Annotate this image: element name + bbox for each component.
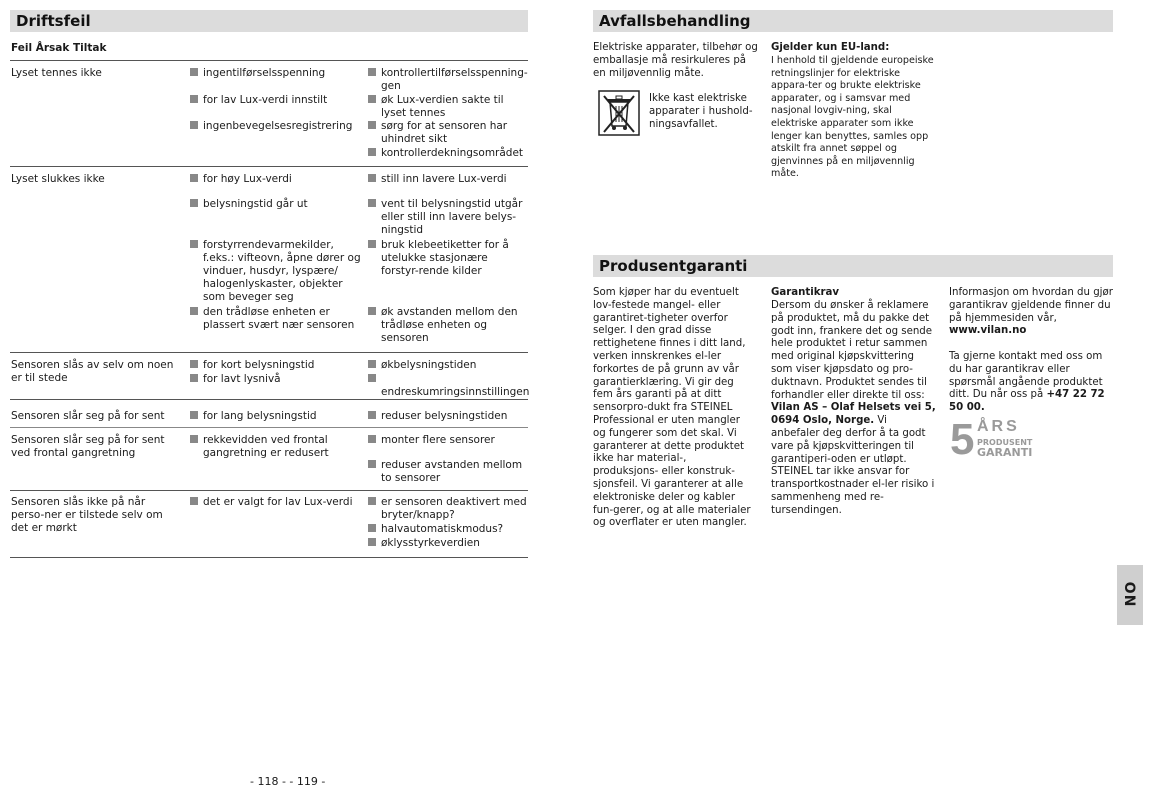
square-bullet-icon (368, 174, 376, 182)
language-tab (1117, 565, 1143, 625)
square-bullet-icon (190, 411, 198, 419)
page-numbers: - 118 - - 119 - (250, 775, 326, 788)
square-bullet-icon (368, 307, 376, 315)
garanti-contact-text: Ta gjerne kontakt med oss om du har garantikrav eller spørsmål angående produktet ditt. Du når oss på +47 22 72 50 00. (949, 351, 1105, 414)
badge-produsent: PRODUSENT (977, 438, 1033, 447)
square-bullet-icon (368, 95, 376, 103)
avfall-eu-text: I henhold til gjeldende europeiske retningslinjer for elektriske appara-ter og brukte elektriske apparater, og i samsvar med nasjonal lovgiv-ning, skal elektriske apparater som ikke lenger kan benyttes, samles opp atskilt fra annet søppel og gjenvinnes på en miljøvennlig måte. (771, 55, 934, 180)
square-bullet-icon (190, 497, 198, 505)
list-item: ingenbevegelsesregistrering (190, 120, 362, 133)
square-bullet-icon (368, 240, 376, 248)
badge-garanti: GARANTI (977, 446, 1033, 459)
square-bullet-icon (190, 240, 198, 248)
square-bullet-icon (368, 435, 376, 443)
list-item: øk Lux-verdien sakte til lyset tennes (368, 94, 528, 120)
list-item: økbelysningstiden (368, 359, 528, 372)
square-bullet-icon (368, 497, 376, 505)
square-bullet-icon (190, 121, 198, 129)
garantikrav-text: Dersom du ønsker å reklamere på produktet, må du pakke det godt inn, frankere det og sende hele produktet i retur sammen med original kjøpskvittering som viser kjøpsdato og pro-duktnavn. Produktet sendes til forhandler eller direkte til oss: Vilan AS – Olaf Helsets vei 5, 0694 Oslo, Norge. Vi anbefaler deg derfor å ta godt vare på kjøpskvitteringen til garantiperi-oden er utløpt. STEINEL tar ikke ansvar for transportkostnader el-ler risiko i sammenheng med re-tursendingen. (771, 300, 936, 516)
list-item: reduser belysningstiden (368, 410, 528, 423)
list-item: vent til belysningstid utgår eller still inn lavere belys-ningstid (368, 198, 528, 237)
section-title-avfallsbehandling: Avfallsbehandling (593, 10, 1113, 32)
list-item: for høy Lux-verdi (190, 173, 362, 186)
feil-cell: Lyset slukkes ikke (11, 173, 105, 185)
square-bullet-icon (368, 538, 376, 546)
feil-cell: Sensoren slår seg på for sent (11, 410, 165, 422)
square-bullet-icon (368, 199, 376, 207)
square-bullet-icon (190, 435, 198, 443)
weee-crossed-bin-icon (598, 90, 640, 136)
feil-cell: Sensoren slås ikke på når perso-ner er tilstede selv om det er mørkt (11, 496, 163, 534)
contact-phone: +47 22 72 50 00. (949, 389, 1105, 414)
list-item: for lavt lysnivå (190, 373, 362, 386)
square-bullet-icon (190, 360, 198, 368)
garanti-info-text: Informasjon om hvordan du gjør garantikrav gjeldende finner du på hjemmesiden vår, www.vilan.no (949, 287, 1113, 337)
square-bullet-icon (368, 460, 376, 468)
five-year-warranty-badge (950, 415, 1040, 464)
vilan-website-link[interactable]: www.vilan.no (949, 325, 1027, 337)
avfall-eu-title: Gjelder kun EU-land: (771, 42, 890, 53)
square-bullet-icon (368, 524, 376, 532)
list-item: er sensoren deaktivert med bryter/knapp? (368, 496, 528, 522)
list-item: forstyrrendevarmekilder, f.eks.: vifteovn, åpne dører og vinduer, husdyr, lyspære/ halogenlyskaster, objekter som beveger seg (190, 239, 362, 304)
language-tab-label: NO (1123, 580, 1140, 607)
list-item: endreskumringsinnstillingen (368, 373, 528, 399)
table-column-headers: Feil Årsak Tiltak (11, 42, 107, 54)
row-divider (10, 399, 528, 400)
list-item: det er valgt for lav Lux-verdi (190, 496, 362, 509)
square-bullet-icon (190, 95, 198, 103)
list-item: reduser avstanden mellom to sensorer (368, 459, 528, 485)
list-item: kontrollertilførselsspenning-gen (368, 67, 528, 93)
list-item: bruk klebeetiketter for å utelukke stasjonære forstyr-rende kilder (368, 239, 528, 278)
list-item: ingentilførselsspenning (190, 67, 362, 80)
feil-cell: Sensoren slår seg på for sent ved frontal gangretning (11, 434, 165, 459)
badge-number: 5 (950, 415, 975, 464)
section-title-produsentgaranti: Produsentgaranti (593, 255, 1113, 277)
row-divider (10, 352, 528, 353)
square-bullet-icon (190, 174, 198, 182)
feil-cell: Sensoren slås av selv om noen er til stede (11, 359, 174, 384)
square-bullet-icon (368, 374, 376, 382)
row-divider (10, 166, 528, 167)
list-item: den trådløse enheten er plassert svært nær sensoren (190, 306, 362, 332)
vilan-address: Vilan AS – Olaf Helsets vei 5, 0694 Oslo, Norge. (771, 402, 936, 427)
list-item: belysningstid går ut (190, 198, 362, 211)
row-divider (10, 490, 528, 491)
avfall-icon-text: Ikke kast elektriske apparater i hushold-ningsavfallet. (649, 93, 753, 130)
avfall-intro: Elektriske apparater, tilbehør og emballasje må resirkuleres på en miljøvennlig måte. (593, 42, 758, 79)
list-item: halvautomatiskmodus? (368, 523, 528, 536)
list-item: monter flere sensorer (368, 434, 528, 447)
list-item: for lang belysningstid (190, 410, 362, 423)
section-title-driftsfeil: Driftsfeil (10, 10, 528, 32)
square-bullet-icon (368, 148, 376, 156)
square-bullet-icon (368, 121, 376, 129)
feil-cell: Lyset tennes ikke (11, 67, 102, 79)
badge-ars: ÅRS (977, 418, 1020, 435)
square-bullet-icon (190, 199, 198, 207)
square-bullet-icon (368, 68, 376, 76)
row-divider (10, 427, 528, 428)
list-item: for lav Lux-verdi innstilt (190, 94, 362, 107)
list-item: rekkevidden ved frontal gangretning er redusert (190, 434, 362, 460)
square-bullet-icon (368, 411, 376, 419)
list-item: øklysstyrkeverdien (368, 537, 528, 550)
list-item: still inn lavere Lux-verdi (368, 173, 528, 186)
list-item: sørg for at sensoren har uhindret sikt (368, 120, 528, 146)
table-header-rule (10, 60, 528, 61)
list-item: øk avstanden mellom den trådløse enheten og sensoren (368, 306, 528, 345)
square-bullet-icon (190, 307, 198, 315)
table-bottom-rule (10, 557, 528, 558)
garantikrav-title: Garantikrav (771, 287, 840, 298)
garanti-body-text: Som kjøper har du eventuelt lov-festede mangel- eller garantiret-tigheter overfor selger. I den grad disse rettighetene finnes i ditt land, verken innskrenkes el-ler forkortes de på grunn av vår garantierklæring. Vi gir deg fem års garanti på at ditt sensorpro-dukt fra STEINEL Professional er uten mangler og fungerer som det skal. Vi garanterer at dette produktet ikke har material-, produksjons- eller konstruk-sjonsfeil. Vi garanterer at alle elektroniske deler og kabler fun-gerer, og at alle materialer og overflater er uten mangler. (593, 287, 751, 529)
square-bullet-icon (190, 68, 198, 76)
square-bullet-icon (190, 374, 198, 382)
list-item: kontrollerdekningsområdet (368, 147, 528, 160)
square-bullet-icon (368, 360, 376, 368)
list-item: for kort belysningstid (190, 359, 362, 372)
